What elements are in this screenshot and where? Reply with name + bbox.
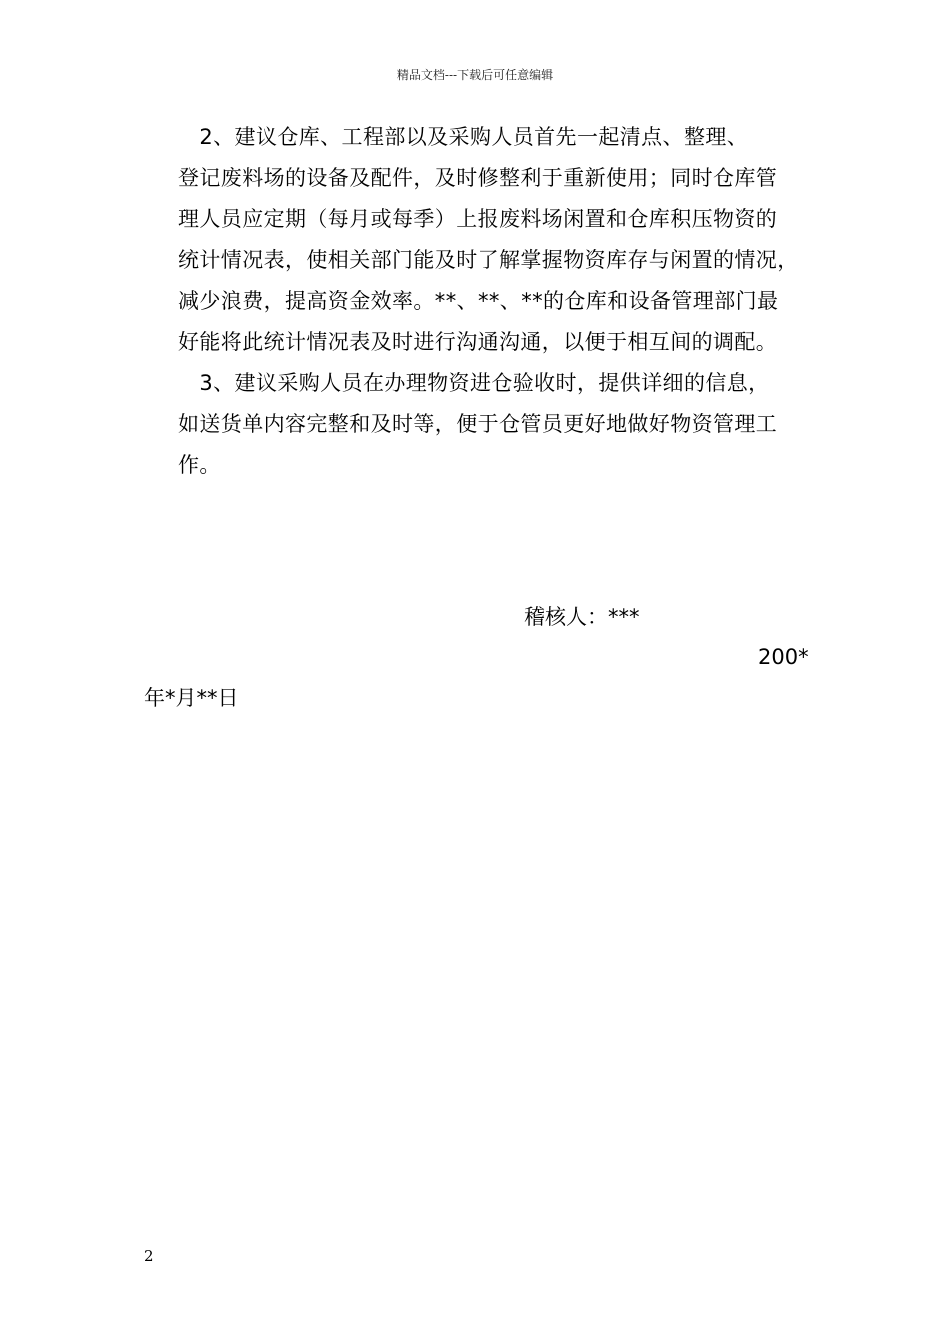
paragraph-line: 好能将此统计情况表及时进行沟通沟通，以便于相互间的调配。	[178, 330, 778, 354]
page-header: 精品文档---下载后可任意编辑	[396, 68, 554, 82]
paragraph-line: 统计情况表，使相关部门能及时了解掌握物资库存与闲置的情况，	[178, 248, 799, 272]
paragraph-line: 如送货单内容完整和及时等，便于仓管员更好地做好物资管理工	[178, 412, 778, 436]
page-number: 2	[144, 1247, 154, 1265]
paragraph-line: 登记废料场的设备及配件，及时修整利于重新使用；同时仓库管	[178, 166, 778, 190]
paragraph-line: 作。	[178, 453, 221, 477]
paragraph-line: 3、建议采购人员在办理物资进仓验收时，提供详细的信息，	[178, 371, 770, 395]
date-month-day: 年*月**日	[144, 686, 239, 710]
paragraph-line: 理人员应定期（每月或每季）上报废料场闲置和仓库积压物资的	[178, 207, 778, 231]
auditor-signature: 稽核人：***	[524, 605, 640, 629]
paragraph-line: 减少浪费，提高资金效率。**、**、**的仓库和设备管理部门最	[178, 289, 779, 313]
paragraph-line: 2、建议仓库、工程部以及采购人员首先一起清点、整理、	[178, 125, 749, 149]
date-year: 200*	[758, 645, 809, 669]
